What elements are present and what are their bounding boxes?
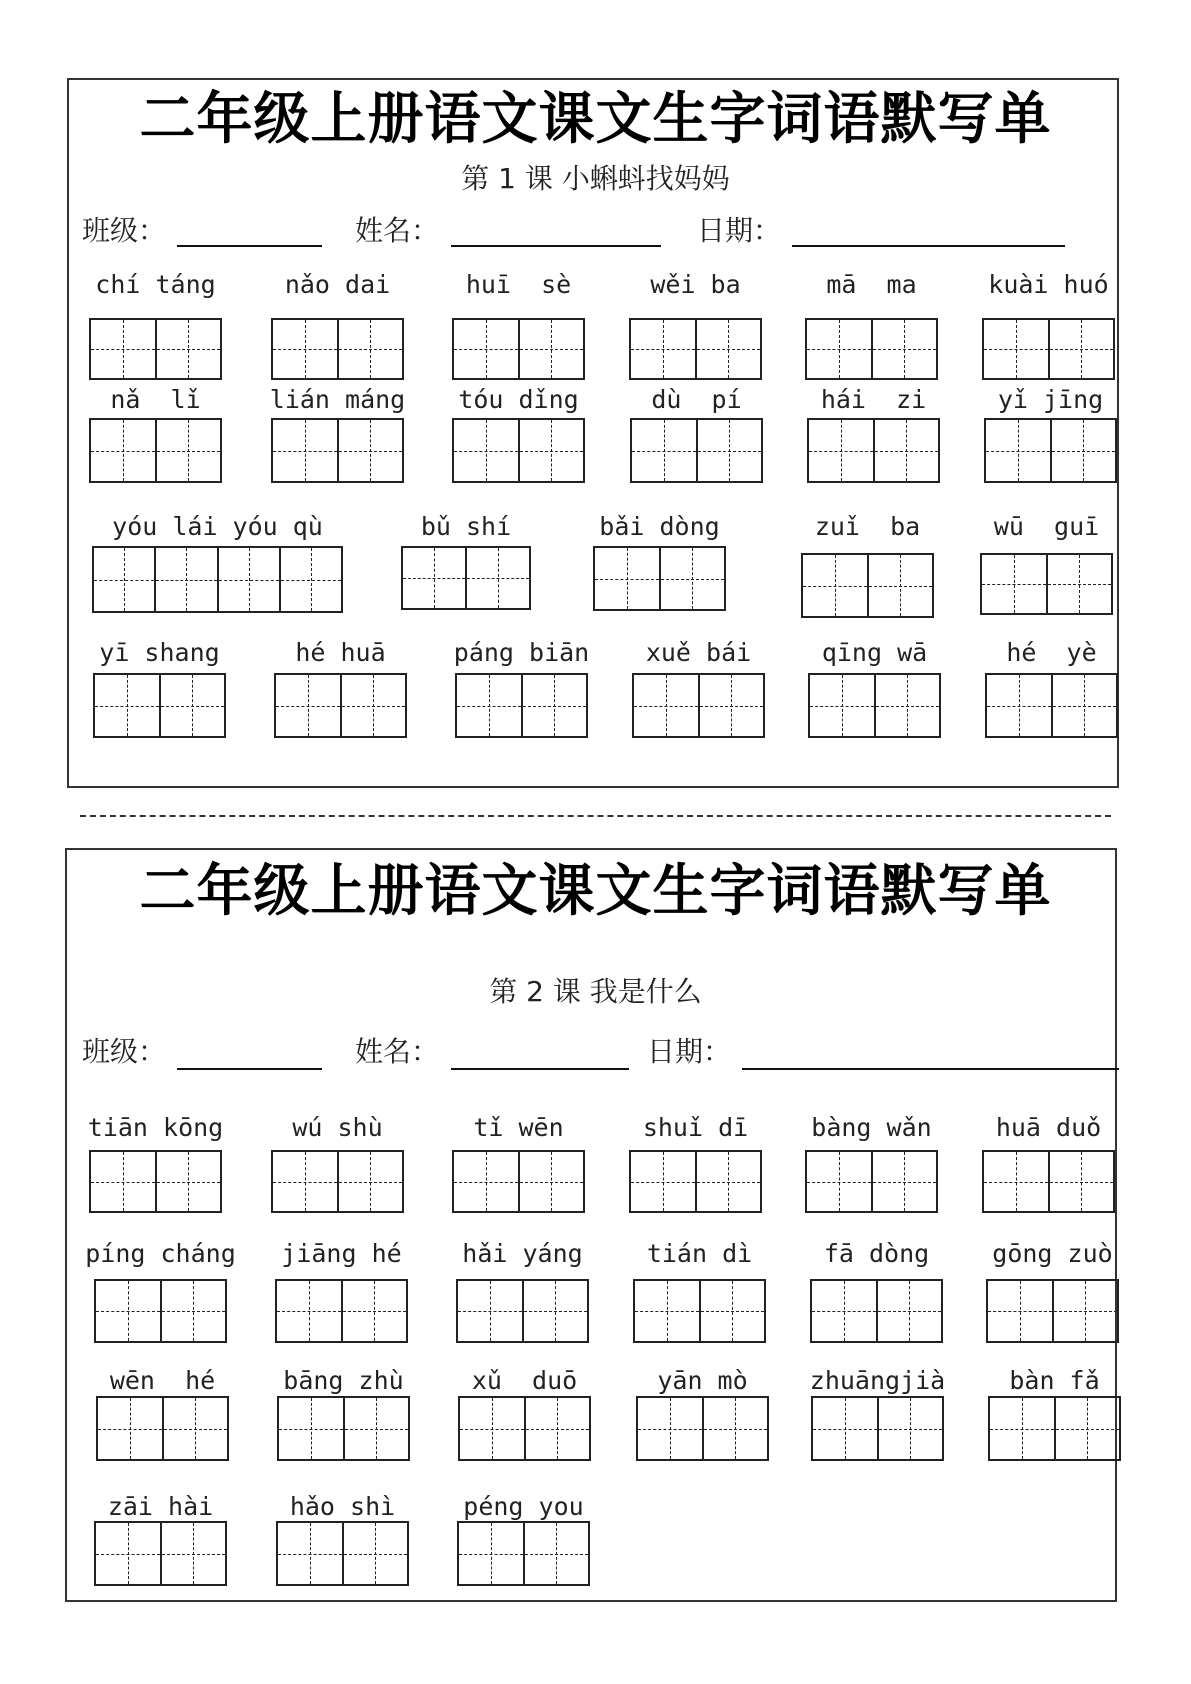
- pinyin-label: fā dòng: [823, 1239, 930, 1268]
- guide-line-horizontal: [638, 1429, 702, 1430]
- guide-line-horizontal: [459, 1554, 523, 1555]
- pinyin-label: qīng wā: [821, 638, 928, 667]
- character-cell[interactable]: [1046, 555, 1112, 613]
- date-label: 日期：: [697, 214, 782, 247]
- character-cell[interactable]: [807, 320, 871, 378]
- tianzige-writing-grid[interactable]: [811, 1396, 944, 1461]
- name-label: 姓名：: [355, 1035, 440, 1068]
- cut-line-separator: [80, 815, 1111, 817]
- guide-line-horizontal: [342, 706, 406, 707]
- character-cell[interactable]: [659, 548, 725, 609]
- lesson-title: 第 2 课 我是什么: [489, 975, 702, 1008]
- character-cell[interactable]: [457, 675, 521, 736]
- character-cell[interactable]: [337, 1152, 403, 1211]
- guide-line-horizontal: [94, 580, 154, 581]
- tianzige-writing-grid[interactable]: [632, 673, 765, 738]
- character-cell[interactable]: [454, 1152, 518, 1211]
- pinyin-label: chí táng: [95, 270, 216, 299]
- guide-line-horizontal: [661, 579, 725, 580]
- guide-line-horizontal: [878, 1311, 942, 1312]
- guide-line-horizontal: [96, 1311, 160, 1312]
- character-cell[interactable]: [454, 420, 518, 481]
- tianzige-writing-grid[interactable]: [89, 1150, 222, 1213]
- pinyin-label: bǎi dòng: [599, 512, 720, 541]
- character-cell[interactable]: [809, 420, 873, 481]
- guide-line-horizontal: [524, 1311, 588, 1312]
- character-cell[interactable]: [699, 1281, 765, 1341]
- guide-line-horizontal: [454, 1182, 518, 1183]
- character-cell[interactable]: [702, 1398, 768, 1459]
- tianzige-writing-grid[interactable]: [458, 1396, 591, 1461]
- pinyin-label: shuǐ dī: [642, 1113, 749, 1142]
- name-field[interactable]: [451, 245, 661, 247]
- tianzige-writing-grid[interactable]: [94, 1279, 227, 1343]
- character-cell[interactable]: [337, 320, 403, 378]
- tianzige-writing-grid[interactable]: [271, 1150, 404, 1213]
- character-cell[interactable]: [812, 1281, 876, 1341]
- pinyin-label: zhuāngjià: [809, 1366, 946, 1395]
- guide-line-horizontal: [876, 706, 940, 707]
- character-cell[interactable]: [454, 320, 518, 378]
- character-cell[interactable]: [155, 1152, 221, 1211]
- guide-line-horizontal: [281, 580, 341, 581]
- tianzige-writing-grid[interactable]: [401, 546, 531, 610]
- character-cell[interactable]: [465, 548, 529, 608]
- guide-line-horizontal: [162, 1554, 226, 1555]
- character-cell[interactable]: [160, 1281, 226, 1341]
- tianzige-writing-grid[interactable]: [452, 418, 585, 483]
- pinyin-label: píng cháng: [85, 1239, 236, 1268]
- character-cell[interactable]: [1050, 420, 1116, 481]
- tianzige-writing-grid[interactable]: [985, 673, 1118, 738]
- character-cell[interactable]: [1048, 1152, 1114, 1211]
- tianzige-writing-grid[interactable]: [89, 318, 222, 380]
- character-cell[interactable]: [695, 320, 761, 378]
- guide-line-horizontal: [873, 1182, 937, 1183]
- guide-line-horizontal: [1050, 349, 1114, 350]
- pinyin-label: huā duǒ: [995, 1113, 1102, 1142]
- character-cell[interactable]: [990, 1398, 1054, 1459]
- date-field[interactable]: [742, 1068, 1119, 1070]
- guide-line-horizontal: [157, 451, 221, 452]
- tianzige-writing-grid[interactable]: [980, 553, 1113, 615]
- tianzige-writing-grid[interactable]: [452, 318, 585, 380]
- character-cell[interactable]: [807, 1152, 871, 1211]
- pinyin-label: bǔ shí: [420, 512, 512, 541]
- character-cell[interactable]: [98, 1398, 162, 1459]
- tianzige-writing-grid[interactable]: [96, 1396, 229, 1461]
- guide-line-horizontal: [698, 451, 762, 452]
- character-cell[interactable]: [273, 320, 337, 378]
- guide-line-horizontal: [273, 1182, 337, 1183]
- character-cell[interactable]: [518, 320, 584, 378]
- pinyin-label: yī shang: [99, 638, 220, 667]
- tianzige-writing-grid[interactable]: [630, 418, 763, 483]
- character-cell[interactable]: [1052, 1281, 1118, 1341]
- guide-line-horizontal: [467, 578, 529, 579]
- character-cell[interactable]: [867, 555, 933, 616]
- pinyin-label: nǎ lǐ: [110, 385, 201, 414]
- guide-line-horizontal: [1053, 706, 1117, 707]
- character-cell[interactable]: [876, 1281, 942, 1341]
- tianzige-writing-grid[interactable]: [275, 1279, 408, 1343]
- guide-line-horizontal: [987, 706, 1051, 707]
- guide-line-horizontal: [339, 1182, 403, 1183]
- character-cell[interactable]: [982, 555, 1046, 613]
- pinyin-label: bāng zhù: [283, 1366, 404, 1395]
- character-cell[interactable]: [522, 1281, 588, 1341]
- character-cell[interactable]: [458, 1281, 522, 1341]
- character-cell[interactable]: [635, 1281, 699, 1341]
- pinyin-label: yóu lái yóu qù: [112, 512, 323, 541]
- pinyin-label: xuě bái: [645, 638, 752, 667]
- character-cell[interactable]: [987, 675, 1051, 736]
- character-cell[interactable]: [874, 675, 940, 736]
- tianzige-writing-grid[interactable]: [92, 546, 343, 613]
- character-cell[interactable]: [162, 1398, 228, 1459]
- name-field[interactable]: [451, 1068, 629, 1070]
- guide-line-horizontal: [520, 349, 584, 350]
- pinyin-label: wēn hé: [109, 1366, 216, 1395]
- guide-line-horizontal: [454, 451, 518, 452]
- character-cell[interactable]: [403, 548, 465, 608]
- guide-line-horizontal: [157, 349, 221, 350]
- character-cell[interactable]: [96, 1281, 160, 1341]
- character-cell[interactable]: [1048, 320, 1114, 378]
- lesson-title: 第 1 课 小蝌蚪找妈妈: [461, 162, 730, 195]
- pinyin-label: tián dì: [646, 1239, 753, 1268]
- guide-line-horizontal: [807, 349, 871, 350]
- pinyin-label: zuǐ ba: [814, 512, 921, 541]
- character-cell[interactable]: [632, 420, 696, 481]
- pinyin-label: tǐ wēn: [473, 1113, 564, 1142]
- character-cell[interactable]: [273, 420, 337, 481]
- character-cell[interactable]: [279, 548, 341, 611]
- tianzige-writing-grid[interactable]: [982, 318, 1115, 380]
- character-cell[interactable]: [155, 420, 221, 481]
- class-field[interactable]: [177, 245, 322, 247]
- character-cell[interactable]: [217, 548, 279, 611]
- guide-line-horizontal: [91, 1182, 155, 1183]
- pinyin-label: hái zi: [820, 385, 927, 414]
- pinyin-label: gōng zuò: [992, 1239, 1113, 1268]
- tianzige-writing-grid[interactable]: [805, 318, 938, 380]
- guide-line-horizontal: [278, 1554, 342, 1555]
- character-cell[interactable]: [810, 675, 874, 736]
- guide-line-horizontal: [91, 451, 155, 452]
- guide-line-horizontal: [1056, 1429, 1120, 1430]
- character-cell[interactable]: [984, 1152, 1048, 1211]
- tianzige-writing-grid[interactable]: [274, 673, 407, 738]
- class-label: 班级：: [82, 1035, 167, 1068]
- guide-line-horizontal: [219, 580, 279, 581]
- date-field[interactable]: [792, 245, 1065, 247]
- guide-line-horizontal: [988, 1311, 1052, 1312]
- character-cell[interactable]: [273, 1152, 337, 1211]
- guide-line-horizontal: [345, 1429, 409, 1430]
- character-cell[interactable]: [91, 1152, 155, 1211]
- guide-line-horizontal: [161, 706, 225, 707]
- guide-line-horizontal: [982, 584, 1046, 585]
- character-cell[interactable]: [459, 1523, 523, 1584]
- pinyin-label: péng you: [463, 1492, 584, 1521]
- guide-line-horizontal: [454, 349, 518, 350]
- pinyin-label: yǐ jīng: [997, 385, 1104, 414]
- character-cell[interactable]: [91, 320, 155, 378]
- character-cell[interactable]: [343, 1398, 409, 1459]
- guide-line-horizontal: [523, 706, 587, 707]
- guide-line-horizontal: [701, 1311, 765, 1312]
- character-cell[interactable]: [154, 548, 216, 611]
- tianzige-writing-grid[interactable]: [988, 1396, 1121, 1461]
- character-cell[interactable]: [159, 675, 225, 736]
- character-cell[interactable]: [340, 675, 406, 736]
- pinyin-label: yān mò: [657, 1366, 748, 1395]
- guide-line-horizontal: [810, 706, 874, 707]
- guide-line-horizontal: [277, 1311, 341, 1312]
- character-cell[interactable]: [460, 1398, 524, 1459]
- pinyin-label: bàng wǎn: [811, 1113, 932, 1142]
- guide-line-horizontal: [869, 586, 933, 587]
- character-cell[interactable]: [877, 1398, 943, 1459]
- character-cell[interactable]: [871, 320, 937, 378]
- guide-line-horizontal: [457, 706, 521, 707]
- tianzige-writing-grid[interactable]: [456, 1279, 589, 1343]
- guide-line-horizontal: [279, 1429, 343, 1430]
- character-cell[interactable]: [638, 1398, 702, 1459]
- guide-line-horizontal: [803, 586, 867, 587]
- character-cell[interactable]: [94, 548, 154, 611]
- pinyin-label: bàn fǎ: [1009, 1366, 1100, 1395]
- guide-line-horizontal: [526, 1429, 590, 1430]
- character-cell[interactable]: [631, 320, 695, 378]
- worksheet-title: 二年级上册语文课文生字词语默写单: [139, 87, 1052, 152]
- guide-line-horizontal: [697, 349, 761, 350]
- character-cell[interactable]: [341, 1281, 407, 1341]
- character-cell[interactable]: [873, 420, 939, 481]
- guide-line-horizontal: [635, 1311, 699, 1312]
- guide-line-horizontal: [700, 706, 764, 707]
- guide-line-horizontal: [273, 451, 337, 452]
- pinyin-label: kuài huó: [988, 270, 1109, 299]
- guide-line-horizontal: [96, 1554, 160, 1555]
- character-cell[interactable]: [521, 675, 587, 736]
- character-cell[interactable]: [155, 320, 221, 378]
- pinyin-label: tóu dǐng: [458, 385, 579, 414]
- pinyin-label: huī sè: [465, 270, 572, 299]
- character-cell[interactable]: [696, 420, 762, 481]
- pinyin-label: wū guī: [993, 512, 1100, 541]
- guide-line-horizontal: [631, 1182, 695, 1183]
- character-cell[interactable]: [518, 420, 584, 481]
- guide-line-horizontal: [986, 451, 1050, 452]
- guide-line-horizontal: [164, 1429, 228, 1430]
- character-cell[interactable]: [595, 548, 659, 609]
- guide-line-horizontal: [520, 1182, 584, 1183]
- guide-line-horizontal: [91, 349, 155, 350]
- character-cell[interactable]: [91, 420, 155, 481]
- character-cell[interactable]: [803, 555, 867, 616]
- tianzige-writing-grid[interactable]: [801, 553, 934, 618]
- tianzige-writing-grid[interactable]: [807, 418, 940, 483]
- pinyin-label: dù pí: [651, 385, 742, 414]
- guide-line-horizontal: [157, 1182, 221, 1183]
- guide-line-horizontal: [634, 706, 698, 707]
- guide-line-horizontal: [807, 1182, 871, 1183]
- name-label: 姓名：: [355, 214, 440, 247]
- class-label: 班级：: [82, 214, 167, 247]
- pinyin-label: wú shù: [292, 1113, 383, 1142]
- character-cell[interactable]: [342, 1523, 408, 1584]
- pinyin-label: hé huā: [295, 638, 386, 667]
- tianzige-writing-grid[interactable]: [271, 418, 404, 483]
- character-cell[interactable]: [988, 1281, 1052, 1341]
- pinyin-label: zāi hài: [107, 1492, 214, 1521]
- guide-line-horizontal: [520, 451, 584, 452]
- character-cell[interactable]: [96, 1523, 160, 1584]
- character-cell[interactable]: [524, 1398, 590, 1459]
- guide-line-horizontal: [460, 1429, 524, 1430]
- guide-line-horizontal: [631, 349, 695, 350]
- character-cell[interactable]: [518, 1152, 584, 1211]
- guide-line-horizontal: [990, 1429, 1054, 1430]
- character-cell[interactable]: [871, 1152, 937, 1211]
- guide-line-horizontal: [1052, 451, 1116, 452]
- pinyin-label: nǎo dai: [284, 270, 391, 299]
- character-cell[interactable]: [276, 675, 340, 736]
- pinyin-label: mā ma: [826, 270, 917, 299]
- guide-line-horizontal: [1050, 1182, 1114, 1183]
- guide-line-horizontal: [812, 1311, 876, 1312]
- guide-line-horizontal: [162, 1311, 226, 1312]
- guide-line-horizontal: [525, 1554, 589, 1555]
- tianzige-writing-grid[interactable]: [982, 1150, 1115, 1213]
- guide-line-horizontal: [632, 451, 696, 452]
- character-cell[interactable]: [695, 1152, 761, 1211]
- character-cell[interactable]: [631, 1152, 695, 1211]
- guide-line-horizontal: [403, 578, 465, 579]
- pinyin-label: xǔ duō: [471, 1366, 578, 1395]
- tianzige-writing-grid[interactable]: [629, 1150, 762, 1213]
- tianzige-writing-grid[interactable]: [452, 1150, 585, 1213]
- pinyin-label: hǎo shì: [289, 1492, 396, 1521]
- guide-line-horizontal: [809, 451, 873, 452]
- character-cell[interactable]: [279, 1398, 343, 1459]
- character-cell[interactable]: [523, 1523, 589, 1584]
- pinyin-label: hé yè: [1006, 638, 1097, 667]
- tianzige-writing-grid[interactable]: [633, 1279, 766, 1343]
- character-cell[interactable]: [1051, 675, 1117, 736]
- tianzige-writing-grid[interactable]: [593, 546, 726, 611]
- tianzige-writing-grid[interactable]: [808, 673, 941, 738]
- guide-line-horizontal: [458, 1311, 522, 1312]
- guide-line-horizontal: [343, 1311, 407, 1312]
- worksheet-lesson-2: [65, 848, 1117, 1602]
- guide-line-horizontal: [156, 580, 216, 581]
- guide-line-horizontal: [339, 451, 403, 452]
- worksheet-title: 二年级上册语文课文生字词语默写单: [139, 859, 1052, 924]
- guide-line-horizontal: [339, 349, 403, 350]
- pinyin-label: wěi ba: [650, 270, 741, 299]
- character-cell[interactable]: [95, 675, 159, 736]
- tianzige-writing-grid[interactable]: [277, 1396, 410, 1461]
- tianzige-writing-grid[interactable]: [986, 1279, 1119, 1343]
- character-cell[interactable]: [634, 675, 698, 736]
- character-cell[interactable]: [277, 1281, 341, 1341]
- pinyin-label: lián máng: [269, 385, 406, 414]
- guide-line-horizontal: [984, 349, 1048, 350]
- guide-line-horizontal: [697, 1182, 761, 1183]
- character-cell[interactable]: [278, 1523, 342, 1584]
- guide-line-horizontal: [1048, 584, 1112, 585]
- pinyin-label: tiān kōng: [87, 1113, 224, 1142]
- character-cell[interactable]: [813, 1398, 877, 1459]
- character-cell[interactable]: [984, 320, 1048, 378]
- guide-line-horizontal: [1054, 1311, 1118, 1312]
- tianzige-writing-grid[interactable]: [89, 418, 222, 483]
- guide-line-horizontal: [344, 1554, 408, 1555]
- character-cell[interactable]: [337, 420, 403, 481]
- guide-line-horizontal: [704, 1429, 768, 1430]
- tianzige-writing-grid[interactable]: [810, 1279, 943, 1343]
- pinyin-label: páng biān: [453, 638, 590, 667]
- guide-line-horizontal: [984, 1182, 1048, 1183]
- character-cell[interactable]: [160, 1523, 226, 1584]
- tianzige-writing-grid[interactable]: [455, 673, 588, 738]
- character-cell[interactable]: [698, 675, 764, 736]
- tianzige-writing-grid[interactable]: [271, 318, 404, 380]
- character-cell[interactable]: [986, 420, 1050, 481]
- guide-line-horizontal: [595, 579, 659, 580]
- tianzige-writing-grid[interactable]: [805, 1150, 938, 1213]
- tianzige-writing-grid[interactable]: [276, 1521, 409, 1586]
- guide-line-horizontal: [273, 349, 337, 350]
- guide-line-horizontal: [875, 451, 939, 452]
- tianzige-writing-grid[interactable]: [984, 418, 1117, 483]
- guide-line-horizontal: [98, 1429, 162, 1430]
- tianzige-writing-grid[interactable]: [93, 673, 226, 738]
- character-cell[interactable]: [1054, 1398, 1120, 1459]
- guide-line-horizontal: [276, 706, 340, 707]
- guide-line-horizontal: [95, 706, 159, 707]
- tianzige-writing-grid[interactable]: [457, 1521, 590, 1586]
- guide-line-horizontal: [873, 349, 937, 350]
- tianzige-writing-grid[interactable]: [629, 318, 762, 380]
- guide-line-horizontal: [879, 1429, 943, 1430]
- guide-line-horizontal: [813, 1429, 877, 1430]
- class-field[interactable]: [177, 1068, 322, 1070]
- pinyin-label: hǎi yáng: [462, 1239, 583, 1268]
- pinyin-label: jiāng hé: [281, 1239, 402, 1268]
- tianzige-writing-grid[interactable]: [94, 1521, 227, 1586]
- date-label: 日期：: [647, 1035, 732, 1068]
- tianzige-writing-grid[interactable]: [636, 1396, 769, 1461]
